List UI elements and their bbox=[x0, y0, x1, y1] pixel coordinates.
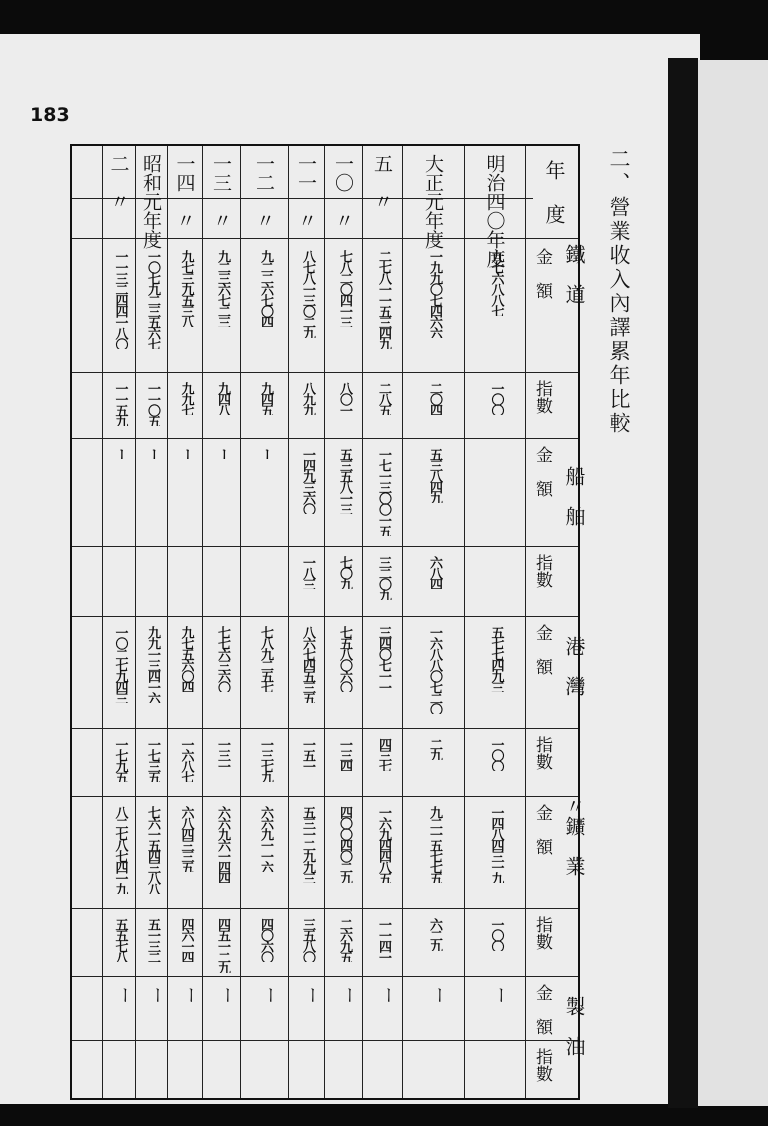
year-cell: 一四 〃 bbox=[173, 154, 196, 230]
railway-header: 鐵 道 bbox=[562, 244, 586, 304]
mine-idx-cell: 二六九五 bbox=[337, 918, 352, 962]
shipping-header: 船 舶 bbox=[562, 466, 586, 526]
mine-amt-cell: 六六九一一六 bbox=[258, 806, 273, 872]
harbor-idx-cell: 一三四 bbox=[337, 738, 352, 771]
harbor-amt-cell: 七五八〇六〇 bbox=[337, 626, 352, 692]
rail-amt-cell: 九二三六七二三 bbox=[215, 250, 230, 327]
mine-idx-cell: 四〇六〇 bbox=[258, 918, 273, 962]
harbor-idx-cell: 四三七 bbox=[376, 738, 391, 771]
rail-idx-cell: 八〇一 bbox=[337, 382, 352, 415]
harbor-amt-cell: 三四〇七一一 bbox=[376, 626, 391, 692]
index-subheader: 指數 bbox=[532, 736, 552, 770]
year-cell: 二 〃 bbox=[107, 154, 130, 211]
rail-amt-cell: 九二二六七〇四 bbox=[258, 250, 273, 327]
year-cell: 明治四〇年度 bbox=[483, 154, 506, 268]
oil-cell: ー bbox=[338, 986, 359, 1004]
mine-amt-cell: 九二一五七七五 bbox=[427, 806, 442, 883]
ship-amt-cell: 五三五八一三 bbox=[337, 448, 352, 514]
mine-idx-cell: 三五八〇 bbox=[300, 918, 315, 962]
rail-amt-cell: 一〇七九二三五六七 bbox=[145, 250, 160, 349]
index-subheader: 指數 bbox=[532, 554, 552, 588]
ship-idx-cell: 一八三 bbox=[300, 556, 315, 589]
oil-cell: ー bbox=[259, 986, 280, 1004]
mine-amt-cell: 六六九六一四四 bbox=[215, 806, 230, 883]
rail-amt-cell: 九七三九五三八 bbox=[178, 250, 194, 327]
row-divider bbox=[72, 908, 578, 909]
rail-amt-cell: 一九九〇七四六六 bbox=[427, 250, 442, 338]
oil-cell: ー bbox=[179, 986, 201, 1004]
harbor-amt-cell: 九七五六〇四 bbox=[178, 626, 194, 692]
ship-amt-cell: ー bbox=[215, 448, 230, 459]
harbor-idx-cell: 一三七九 bbox=[258, 738, 273, 782]
ship-amt-cell: ー bbox=[145, 448, 160, 459]
harbor-amt-cell: 九九一三四一六 bbox=[145, 626, 160, 703]
mine-amt-cell: 五三一二九九三 bbox=[300, 806, 315, 883]
oil-header: 製 油 bbox=[562, 996, 586, 1056]
harbor-idx-cell: 一五一 bbox=[300, 738, 315, 771]
oil-cell: ー bbox=[377, 986, 398, 1004]
mine-idx-cell: 四五一二九 bbox=[215, 918, 230, 973]
rail-idx-cell: 九四八 bbox=[215, 382, 230, 415]
mine-idx-cell: 五一三二 bbox=[145, 918, 160, 962]
mine-idx-cell: 一〇〇 bbox=[488, 918, 504, 951]
row-divider bbox=[72, 1040, 578, 1041]
ship-idx-cell: 七〇九 bbox=[337, 556, 352, 589]
mine-idx-cell: 四六一四 bbox=[178, 918, 194, 962]
rail-idx-cell: 八九九 bbox=[300, 382, 315, 415]
rail-idx-cell: 一一〇五 bbox=[145, 382, 160, 426]
row-divider bbox=[72, 372, 578, 373]
harbor-amt-cell: 七八九二五七 bbox=[258, 626, 273, 692]
mine-amt-cell: 四〇〇四〇二九 bbox=[337, 806, 352, 883]
year-cell: 五 〃 bbox=[370, 154, 393, 211]
mine-amt-cell: 八二七八七四一九 bbox=[112, 806, 128, 894]
ship-amt-cell: 五三八四九 bbox=[427, 448, 442, 503]
ship-idx-cell: 三二〇九 bbox=[376, 556, 391, 600]
ship-amt-cell: 一四九三六〇 bbox=[300, 448, 315, 514]
rail-amt-cell: 八七八一三〇二九 bbox=[300, 250, 315, 338]
ship-amt-cell: ー bbox=[258, 448, 273, 459]
row-divider bbox=[72, 616, 578, 617]
mine-amt-cell: 七六一五四三八八 bbox=[145, 806, 160, 894]
harbor-amt-cell: 七七六三六〇 bbox=[215, 626, 230, 692]
rail-amt-cell: 二七八一一五三四九 bbox=[376, 250, 391, 349]
year-cell: 一一 〃 bbox=[294, 154, 317, 230]
page-number: 183 bbox=[30, 104, 70, 126]
rail-amt-cell: 九七六八八七 bbox=[488, 250, 504, 316]
amount-subheader: 金 額 bbox=[532, 248, 552, 299]
index-subheader: 指數 bbox=[532, 1048, 552, 1082]
row-divider bbox=[72, 546, 578, 547]
mine-idx-cell: 六二九 bbox=[427, 918, 442, 951]
year-cell: 大正元年度 bbox=[421, 154, 444, 249]
mining-header: 〃鑛 業 bbox=[562, 796, 586, 876]
harbor-idx-cell: 一〇〇 bbox=[488, 738, 504, 771]
harbor-amt-cell: 八六七四五三五 bbox=[300, 626, 315, 703]
oil-cell: ー bbox=[428, 986, 449, 1004]
mine-amt-cell: 一四八四三一九 bbox=[488, 806, 504, 883]
mine-amt-cell: 六八四三三五 bbox=[178, 806, 194, 872]
harbor-idx-cell: 一三一 bbox=[215, 738, 230, 771]
index-subheader: 指數 bbox=[532, 380, 552, 414]
index-subheader: 指數 bbox=[532, 916, 552, 950]
ship-amt-cell: ー bbox=[178, 448, 194, 459]
harbor-idx-cell: 一七九五 bbox=[112, 738, 128, 782]
year-cell: 昭和元年度 bbox=[139, 154, 162, 249]
oil-cell: ー bbox=[146, 986, 167, 1004]
revenue-table bbox=[70, 144, 586, 1100]
harbor-amt-cell: 五七七四九三 bbox=[488, 626, 504, 692]
book-spine bbox=[668, 58, 698, 1108]
ship-amt-cell: ー bbox=[112, 448, 128, 459]
ship-idx-cell: 六八四 bbox=[427, 556, 442, 589]
harbor-amt-cell: 一六八八〇七二〇 bbox=[427, 626, 442, 714]
mine-idx-cell: 一一四一 bbox=[376, 918, 391, 962]
mine-amt-cell: 一六九四四八五 bbox=[376, 806, 391, 883]
rail-amt-cell: 七八二〇四一三 bbox=[337, 250, 352, 327]
row-divider bbox=[72, 438, 578, 439]
rail-idx-cell: 九四五 bbox=[258, 382, 273, 415]
mine-idx-cell: 五五七八 bbox=[112, 918, 128, 962]
section-title: 二、營業收入內譯累年比較 bbox=[607, 148, 631, 436]
rail-idx-cell: 一〇〇 bbox=[488, 382, 504, 415]
ship-amt-cell: 一七一三〇〇一五 bbox=[376, 448, 391, 536]
year-header: 年 度 bbox=[542, 160, 566, 224]
row-divider bbox=[72, 976, 578, 977]
amount-subheader: 金 額 bbox=[532, 804, 552, 855]
oil-cell: ー bbox=[489, 986, 511, 1004]
harbor-amt-cell: 一〇二七九四三 bbox=[112, 626, 128, 703]
amount-subheader: 金 額 bbox=[532, 446, 552, 497]
rail-amt-cell: 一一三二四四一八〇 bbox=[112, 250, 128, 349]
row-divider bbox=[72, 796, 578, 797]
year-cell: 一三 〃 bbox=[209, 154, 232, 230]
rail-idx-cell: 一一五九 bbox=[112, 382, 128, 426]
oil-cell: ー bbox=[301, 986, 322, 1004]
harbor-idx-cell: 二九 bbox=[427, 738, 442, 760]
amount-subheader: 金 額 bbox=[532, 624, 552, 675]
harbor-idx-cell: 一六八七 bbox=[178, 738, 194, 782]
oil-cell: ー bbox=[216, 986, 237, 1004]
year-cell: 一二 〃 bbox=[252, 154, 275, 230]
rail-idx-cell: 二八五 bbox=[376, 382, 391, 415]
amount-subheader: 金 額 bbox=[532, 984, 552, 1035]
year-cell: 一〇 〃 bbox=[331, 154, 354, 230]
harbor-header: 港 灣 bbox=[562, 636, 586, 696]
harbor-idx-cell: 一七三五 bbox=[145, 738, 160, 782]
row-divider bbox=[72, 728, 578, 729]
oil-cell: ー bbox=[113, 986, 135, 1004]
rail-idx-cell: 九九七 bbox=[178, 382, 194, 415]
rail-idx-cell: 二〇四 bbox=[427, 382, 442, 415]
